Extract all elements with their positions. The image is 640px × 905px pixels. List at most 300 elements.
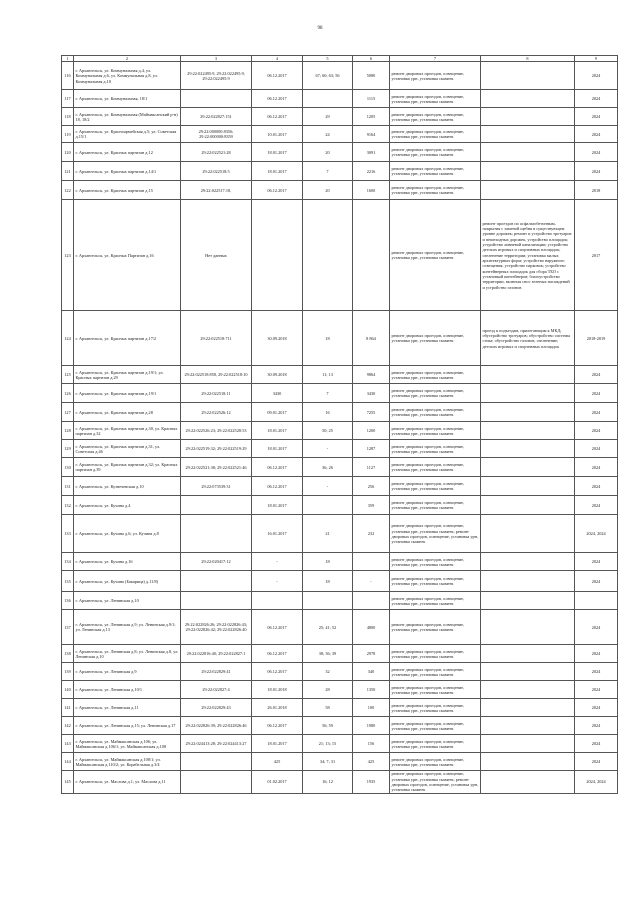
area: 1600 xyxy=(353,181,390,200)
works-minimal: ремонт дворовых проездов, освещение, установка урн, установка скамеек xyxy=(390,90,481,108)
cadastral-number: 29:22:022827:4 xyxy=(181,681,252,699)
works-additional xyxy=(481,771,575,793)
protocol-number xyxy=(303,592,353,610)
protocol-number xyxy=(303,200,353,311)
works-additional xyxy=(481,162,575,181)
works-minimal: ремонт дворовых проездов, освещение, установка урн, установка скамеек xyxy=(390,200,481,311)
protocol-number: 29 xyxy=(303,108,353,126)
works-minimal: ремонт дворовых проездов, освещение, установка урн, установка скамеек xyxy=(390,440,481,458)
date: - xyxy=(252,553,303,571)
date: 30.09.2018 xyxy=(252,366,303,384)
cadastral-number: 29:22:022517:18, xyxy=(181,181,252,200)
year: 2024, 2024 xyxy=(575,515,618,553)
date: 06.12.2017 xyxy=(252,610,303,645)
address: г. Архангельск, ул. Кучина (Бакарица) д.11/8) xyxy=(74,571,181,592)
date: 06.12.2017 xyxy=(252,645,303,663)
works-additional xyxy=(481,735,575,753)
year: 2024 xyxy=(575,571,618,592)
cadastral-number: 29:22:022526:23; 29:22:022528:53 xyxy=(181,422,252,440)
table-row xyxy=(62,366,618,384)
address: г. Архангельск, ул. Красных партизан д.30, ул. Красных партизан д.32 xyxy=(74,422,181,440)
cadastral-number: 29:22:022518:11 xyxy=(181,384,252,403)
row-number: 145 xyxy=(62,771,74,793)
date: 06.12.2017 xyxy=(252,181,303,200)
row-number: 119 xyxy=(62,126,74,143)
address: г. Архангельск, ул. Красных партизан д.28 xyxy=(74,403,181,422)
table-row xyxy=(62,681,618,699)
protocol-number xyxy=(303,496,353,515)
row-number: 141 xyxy=(62,699,74,717)
protocol-number: 18 xyxy=(303,553,353,571)
works-minimal: ремонт дворовых проездов, освещение, установка урн, установка скамеек xyxy=(390,108,481,126)
date xyxy=(252,592,303,610)
cadastral-number: 29:22:022829:41 xyxy=(181,663,252,681)
works-minimal: ремонт дворовых проездов, освещение, установка урн, установка скамеек xyxy=(390,422,481,440)
cadastral-number xyxy=(181,90,252,108)
table-row xyxy=(62,610,618,645)
cadastral-number: 29:22:022518:5 xyxy=(181,162,252,181)
cadastral-number: 29:22:022829:43 xyxy=(181,699,252,717)
works-additional xyxy=(481,681,575,699)
area: 1287 xyxy=(353,440,390,458)
date: 18.01.2017 xyxy=(252,735,303,753)
date: 16.01.2017 xyxy=(252,515,303,553)
works-minimal: ремонт дворовых проездов, освещение, установка урн, установка скамеек xyxy=(390,645,481,663)
col-header: 4 xyxy=(252,56,303,62)
row-number: 118 xyxy=(62,108,74,126)
area: 1115 xyxy=(353,90,390,108)
year: 2024 xyxy=(575,663,618,681)
date: 18.01.2018 xyxy=(252,681,303,699)
works-minimal: ремонт дворовых проездов, освещение, установка урн, установка скамеек xyxy=(390,458,481,477)
area: 359 xyxy=(353,496,390,515)
works-minimal: ремонт дворовых проездов, освещение, установка урн, установка скамеек xyxy=(390,663,481,681)
area: 9864 xyxy=(353,366,390,384)
cadastral-number: 29:22:022826:39; 29:22:022826:46 xyxy=(181,717,252,735)
date: 18.01.2017 xyxy=(252,162,303,181)
works-additional xyxy=(481,384,575,403)
works-additional xyxy=(481,515,575,553)
date: 10.01.2017 xyxy=(252,126,303,143)
row-number: 135 xyxy=(62,571,74,592)
date: 09.01.2017 xyxy=(252,403,303,422)
table-row xyxy=(62,753,618,771)
address: г. Архангельск, ул. Красных партизан д.14/1 xyxy=(74,162,181,181)
address: г. Архангельск, ул. Красных партизан д.31, ул. Советская д.46 xyxy=(74,440,181,458)
table-row xyxy=(62,699,618,717)
protocol-number: - xyxy=(303,477,353,496)
works-additional xyxy=(481,440,575,458)
protocol-number: 16 xyxy=(303,403,353,422)
area: 8 864 xyxy=(353,311,390,366)
year: 2024 xyxy=(575,384,618,403)
area xyxy=(353,200,390,311)
date: 06.12.2017 xyxy=(252,108,303,126)
protocol-number: 58 xyxy=(303,699,353,717)
area: 4800 xyxy=(353,610,390,645)
date: 06.12.2017 xyxy=(252,477,303,496)
address: г. Архангельск, ул. Коммунальная д.4, ул. Коммунальная д.6, ул. Коммунальная д.8, ул. Коммунальная д.10 xyxy=(74,62,181,90)
works-minimal: ремонт дворовых проездов, освещение, установка урн, установка скамеек xyxy=(390,571,481,592)
works-additional xyxy=(481,108,575,126)
cadastral-number: Нет данных xyxy=(181,200,252,311)
row-number: 138 xyxy=(62,645,74,663)
address: г. Архангельск, ул. Ленинская д.9; ул. Ленинская д.9/1; ул. Ленинская д.13 xyxy=(74,610,181,645)
works-additional xyxy=(481,553,575,571)
area: 5080 xyxy=(353,62,390,90)
cadastral-number xyxy=(181,515,252,553)
address: г. Архангельск, ул. Кучина д.16 xyxy=(74,553,181,571)
date: 425 xyxy=(252,753,303,771)
row-number: 139 xyxy=(62,663,74,681)
protocol-number: 32 xyxy=(303,663,353,681)
address: г. Архангельск, ул. Маймаксанская д.108/1; ул. Маймаксанская д.110/2; ул. Корабельная д.3/4 xyxy=(74,753,181,771)
protocol-number: 67; 60; 63; 56 xyxy=(303,62,353,90)
year: 2024 xyxy=(575,108,618,126)
year: 2018-2019 xyxy=(575,311,618,366)
table-row xyxy=(62,108,618,126)
row-number: 134 xyxy=(62,553,74,571)
address: г. Архангельск, ул. Красных партизан д.19/1 xyxy=(74,384,181,403)
cadastral-number: 29:22:022827:151 xyxy=(181,108,252,126)
year: 2024 xyxy=(575,645,618,663)
address: г. Архангельск, ул. Красных партизан д.15 xyxy=(74,181,181,200)
table-row xyxy=(62,515,618,553)
works-additional xyxy=(481,496,575,515)
address: г. Архангельск, ул. Коммунальная (Маймаксанский р-н) 18, 18/2 xyxy=(74,108,181,126)
date: 06.12.2017 xyxy=(252,458,303,477)
protocol-number: 38; 36; 39 xyxy=(303,645,353,663)
address: г. Архангельск, ул. Красноармейская д.5; ул. Советская д.15/1 xyxy=(74,126,181,143)
col-header: 8 xyxy=(481,56,575,62)
cadastral-number: 29:22:073539:31 xyxy=(181,477,252,496)
works-minimal: ремонт дворовых проездов, освещение, установка урн, установка скамеек xyxy=(390,384,481,403)
date: 18.01.2017 xyxy=(252,143,303,162)
year: 2017 xyxy=(575,200,618,311)
year: 2024 xyxy=(575,717,618,735)
works-additional xyxy=(481,571,575,592)
row-number: 116 xyxy=(62,62,74,90)
year: 2024 xyxy=(575,403,618,422)
protocol-number: 18 xyxy=(303,571,353,592)
year: 2024 xyxy=(575,753,618,771)
works-minimal: ремонт дворовых проездов, освещение, установка урн, установка скамеек xyxy=(390,496,481,515)
area: 425 xyxy=(353,753,390,771)
year: 2024 xyxy=(575,162,618,181)
works-minimal: ремонт дворовых проездов, освещение, установка урн, установка скамеек xyxy=(390,753,481,771)
year: 2024 xyxy=(575,366,618,384)
works-minimal: ремонт дворовых проездов, освещение, установка урн, установка скамеек xyxy=(390,366,481,384)
address: г. Архангельск, ул. Кучина д.6; ул. Кучина д.8 xyxy=(74,515,181,553)
year: 2024 xyxy=(575,90,618,108)
row-number: 131 xyxy=(62,477,74,496)
works-minimal: ремонт дворовых проездов, освещение, установка урн, установка скамеек xyxy=(390,477,481,496)
area: 256 xyxy=(353,477,390,496)
row-number: 123 xyxy=(62,200,74,311)
year: 2024 xyxy=(575,477,618,496)
address: г. Архангельск, ул. Красных партизан д.17/2 xyxy=(74,311,181,366)
year: 2024 xyxy=(575,422,618,440)
year: 2024 xyxy=(575,496,618,515)
works-minimal: ремонт дворовых проездов, освещение, установка урн, установка скамеек xyxy=(390,181,481,200)
date: 01.02.2017 xyxy=(252,771,303,793)
area: - xyxy=(353,571,390,592)
protocol-number: 7 xyxy=(303,162,353,181)
col-header: 5 xyxy=(303,56,353,62)
table-row xyxy=(62,384,618,403)
works-additional xyxy=(481,126,575,143)
table-row xyxy=(62,62,618,90)
row-number: 132 xyxy=(62,496,74,515)
area: 7255 xyxy=(353,403,390,422)
table-row xyxy=(62,311,618,366)
row-number: 124 xyxy=(62,311,74,366)
works-minimal: ремонт дворовых проездов, освещение, установка урн, установка скамеек xyxy=(390,62,481,90)
year: 2024 xyxy=(575,553,618,571)
address: г. Архангельск, ул. Ленинская д.15; ул. Ленинская д.17 xyxy=(74,717,181,735)
table-row xyxy=(62,162,618,181)
table-row xyxy=(62,663,618,681)
protocol-number: 20 xyxy=(303,181,353,200)
col-header: 7 xyxy=(390,56,481,62)
works-additional xyxy=(481,181,575,200)
row-number: 140 xyxy=(62,681,74,699)
col-header: 6 xyxy=(353,56,390,62)
works-minimal: ремонт дворовых проездов, освещение, установка урн, установка скамеек xyxy=(390,162,481,181)
area: 1350 xyxy=(353,681,390,699)
protocol-number: 21; 13; 15 xyxy=(303,735,353,753)
table-row xyxy=(62,440,618,458)
row-number: 144 xyxy=(62,753,74,771)
year: 2024 xyxy=(575,143,618,162)
works-minimal: ремонт дворовых проездов, освещение, установка урн, установка скамеек; ремонт дворовых проездов, освещение, установка урн, установка скамеек xyxy=(390,771,481,793)
table-row xyxy=(62,771,618,793)
works-minimal: ремонт дворовых проездов, освещение, установка урн, установка скамеек xyxy=(390,735,481,753)
works-additional: ремонт проездов по асфальтобетонным, покрытия с заменой щебня в существующем уровне дорожек; ремонт и устройство тротуаров и пешеходных дорожек, устройство площадок; устройство ливневой канализации; устройство детских игровых и спортивных площадок; озеленение территории; установка малых архитектурных форм; устройство наружного освещения; устройство парковок; устройство контейнерных площадок для сбора ТБО с установкой контейнеров; благоустройство территории, включая снос зеленых насаждений и устройство газонов xyxy=(481,200,575,311)
cadastral-number: 29:22:022519:32; 29:22:022519:29 xyxy=(181,440,252,458)
table-row xyxy=(62,200,618,311)
col-header: 3 xyxy=(181,56,252,62)
cadastral-number: 29:22:022521:38; 29:22:022521:46 xyxy=(181,458,252,477)
row-number: 136 xyxy=(62,592,74,610)
area: 2216 xyxy=(353,162,390,181)
works-additional xyxy=(481,143,575,162)
works-additional: проезд к подъездам, прилегающим к МКД; обустройство тротуаров; обустройство системы стока; обустройство газонов; озеленение; детских игровых и спортивных площадок xyxy=(481,311,575,366)
protocol-number: 25; 41; 52 xyxy=(303,610,353,645)
area: 100 xyxy=(353,699,390,717)
area: 340 xyxy=(353,663,390,681)
row-number: 129 xyxy=(62,440,74,458)
works-minimal: ремонт дворовых проездов, освещение, установка урн, установка скамеек xyxy=(390,699,481,717)
address: г. Архангельск, ул. Красных партизан д.12 xyxy=(74,143,181,162)
row-number: 143 xyxy=(62,735,74,753)
cadastral-number xyxy=(181,496,252,515)
col-header: 2 xyxy=(74,56,181,62)
year: 2024, 2024 xyxy=(575,771,618,793)
protocol-number: 34; 7; 31 xyxy=(303,753,353,771)
area: 232 xyxy=(353,515,390,553)
protocol-number: 20 xyxy=(303,143,353,162)
works-additional xyxy=(481,62,575,90)
works-minimal: ремонт дворовых проездов, освещение, установка урн, установка скамеек xyxy=(390,403,481,422)
table-row xyxy=(62,458,618,477)
row-number: 127 xyxy=(62,403,74,422)
protocol-number: 24 xyxy=(303,126,353,143)
address: г. Архангельск, ул. Маймаксанская д.106; ул. Маймаксанская д.106/1; ул. Маймаксанская д.108 xyxy=(74,735,181,753)
cadastral-number: 29:22:024413:28; 29:22:024413:27 xyxy=(181,735,252,753)
col-header: 1 xyxy=(62,56,74,62)
area: 2978 xyxy=(353,645,390,663)
protocol-number: 21 xyxy=(303,515,353,553)
table-row xyxy=(62,477,618,496)
cadastral-number xyxy=(181,571,252,592)
date: 30.09.2018 xyxy=(252,311,303,366)
cadastral-number: 29:22:020417:12 xyxy=(181,553,252,571)
address: г. Архангельск, ул. Маслова д.1; ул. Маслова д.11 xyxy=(74,771,181,793)
row-number: 120 xyxy=(62,143,74,162)
protocol-number: 56; 59 xyxy=(303,717,353,735)
date: 06.12.2017 xyxy=(252,717,303,735)
cadastral-number: 29:22:022521:28 xyxy=(181,143,252,162)
works-minimal: ремонт дворовых проездов, освещение, установка урн, установка скамеек xyxy=(390,717,481,735)
address: г. Архангельск, ул. Ленинская д.10/1 xyxy=(74,681,181,699)
area: 1935 xyxy=(353,771,390,793)
table-row xyxy=(62,181,618,200)
area: 9164 xyxy=(353,126,390,143)
year: 2024 xyxy=(575,681,618,699)
year: 2024 xyxy=(575,699,618,717)
date: 26.01.2018 xyxy=(252,699,303,717)
table-row xyxy=(62,126,618,143)
cadastral-number: 29:22:022495:9, 29:22:022495:9, 29:22:022495:9 xyxy=(181,62,252,90)
works-minimal: ремонт дворовых проездов, освещение, установка урн, установка скамеек xyxy=(390,553,481,571)
cadastral-number: 29:22:022518:711 xyxy=(181,311,252,366)
works-minimal: ремонт дворовых проездов, освещение, установка урн, установка скамеек xyxy=(390,143,481,162)
date: 18.01.2017 xyxy=(252,422,303,440)
table-row xyxy=(62,403,618,422)
table-row xyxy=(62,717,618,735)
date: 18.01.2017 xyxy=(252,440,303,458)
cadastral-number: 29:22:022518:858, 29:22:022518:10 xyxy=(181,366,252,384)
area xyxy=(353,592,390,610)
works-minimal: ремонт дворовых проездов, освещение, установка урн, установка скамеек xyxy=(390,610,481,645)
table-row xyxy=(62,592,618,610)
year: 2024 xyxy=(575,62,618,90)
table-row xyxy=(62,496,618,515)
area: 1205 xyxy=(353,108,390,126)
protocol-number: 36; 26 xyxy=(303,458,353,477)
register-table xyxy=(61,55,618,794)
works-additional xyxy=(481,645,575,663)
year: 2018 xyxy=(575,181,618,200)
table-row xyxy=(62,553,618,571)
address: г. Архангельск, ул. Кучина д.4 xyxy=(74,496,181,515)
row-number: 126 xyxy=(62,384,74,403)
works-additional xyxy=(481,477,575,496)
works-additional xyxy=(481,592,575,610)
area: 3430 xyxy=(353,384,390,403)
works-additional xyxy=(481,458,575,477)
table-row xyxy=(62,90,618,108)
works-additional xyxy=(481,366,575,384)
address: г. Архангельск, ул. Коммунальная, 18/1 xyxy=(74,90,181,108)
row-number: 128 xyxy=(62,422,74,440)
address: г. Архангельск, ул. Красных партизан д.19/1; ул. Красных партизан д.29 xyxy=(74,366,181,384)
works-additional xyxy=(481,753,575,771)
protocol-number: 28 xyxy=(303,681,353,699)
address: г. Архангельск, ул. Ленинская д.8; ул. Ленинская д.8, ул. Ленинская д.10 xyxy=(74,645,181,663)
address: г. Архангельск, ул. Ленинская д.11 xyxy=(74,699,181,717)
cadastral-number: 29:22:000000:8356; 29:22:000000:8359 xyxy=(181,126,252,143)
cadastral-number: 29:22:022526:12 xyxy=(181,403,252,422)
date: 06.12.2017 xyxy=(252,90,303,108)
year xyxy=(575,592,618,610)
date: 06.12.2017 xyxy=(252,62,303,90)
protocol-number: 18 xyxy=(303,311,353,366)
works-additional xyxy=(481,699,575,717)
table-row xyxy=(62,422,618,440)
row-number: 121 xyxy=(62,162,74,181)
table-row xyxy=(62,645,618,663)
row-number: 130 xyxy=(62,458,74,477)
cadastral-number xyxy=(181,592,252,610)
table-row xyxy=(62,735,618,753)
area: 156 xyxy=(353,735,390,753)
year: 2024 xyxy=(575,126,618,143)
works-additional xyxy=(481,90,575,108)
works-minimal: ремонт дворовых проездов, освещение, установка урн, установка скамеек xyxy=(390,311,481,366)
page-number: 98 xyxy=(317,26,323,31)
cadastral-number xyxy=(181,753,252,771)
protocol-number xyxy=(303,90,353,108)
row-number: 137 xyxy=(62,610,74,645)
col-header: 9 xyxy=(575,56,618,62)
date: 3430 xyxy=(252,384,303,403)
protocol-number: 11; 13 xyxy=(303,366,353,384)
works-additional xyxy=(481,663,575,681)
row-number: 133 xyxy=(62,515,74,553)
address: г. Архангельск, ул. Красных партизан д.32; ул. Красных партизан д.39 xyxy=(74,458,181,477)
row-number: 122 xyxy=(62,181,74,200)
table-row xyxy=(62,143,618,162)
works-minimal: ремонт дворовых проездов, освещение, установка урн, установка скамеек xyxy=(390,681,481,699)
table-row xyxy=(62,571,618,592)
row-number: 125 xyxy=(62,366,74,384)
works-minimal: ремонт дворовых проездов, освещение, установка урн, установка скамеек xyxy=(390,126,481,143)
year: 2024 xyxy=(575,458,618,477)
protocol-number: 7 xyxy=(303,384,353,403)
cadastral-number: 29:22:022826:26; 29:22:022826:43; 29:22:022826:42; 29:22:022826:40 xyxy=(181,610,252,645)
area: 1200 xyxy=(353,422,390,440)
row-number: 117 xyxy=(62,90,74,108)
area xyxy=(353,553,390,571)
date: 18.01.2017 xyxy=(252,496,303,515)
area: 1980 xyxy=(353,717,390,735)
row-number: 142 xyxy=(62,717,74,735)
address: г. Архангельск, ул. Ленинская д.9 xyxy=(74,663,181,681)
works-additional xyxy=(481,610,575,645)
address: г. Архангельск, ул. Красных Партизан д.16 xyxy=(74,200,181,311)
works-additional xyxy=(481,717,575,735)
works-additional xyxy=(481,422,575,440)
date: - xyxy=(252,571,303,592)
area: 1127 xyxy=(353,458,390,477)
year: 2024 xyxy=(575,610,618,645)
cadastral-number: 29:22:022816:40; 29:22:022827:1 xyxy=(181,645,252,663)
works-minimal: ремонт дворовых проездов, освещение, установка урн, установка скамеек xyxy=(390,592,481,610)
area: 3091 xyxy=(353,143,390,162)
cadastral-number xyxy=(181,771,252,793)
